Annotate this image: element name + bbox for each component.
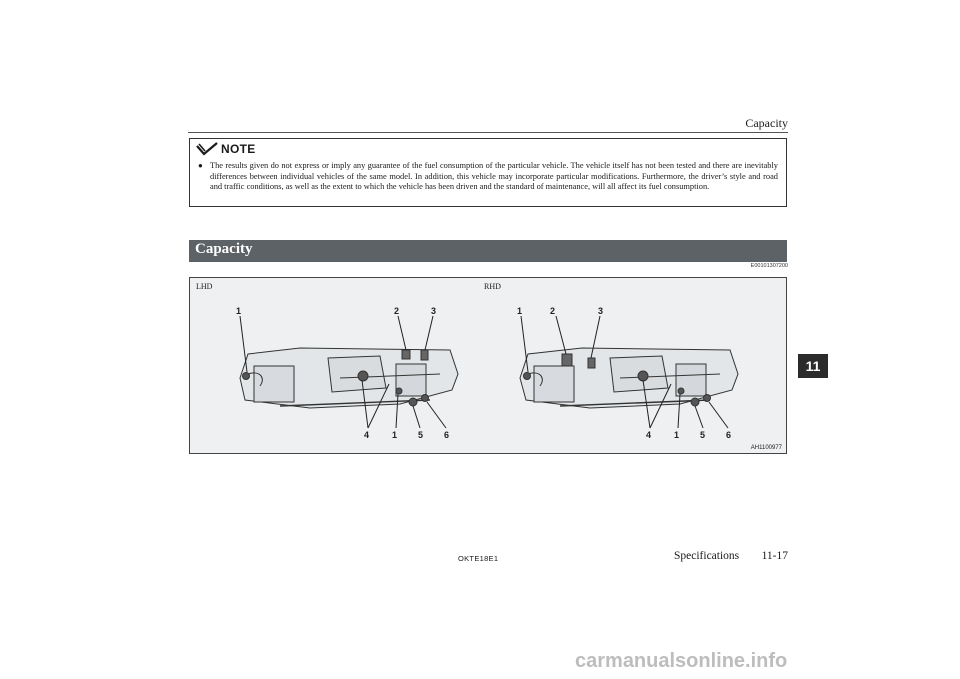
lhd-label: LHD bbox=[196, 282, 213, 291]
rhd-callout-6: 6 bbox=[726, 430, 732, 440]
lhd-callout-1-top: 1 bbox=[236, 306, 242, 316]
engine-compartment-figure bbox=[189, 277, 787, 454]
lhd-callout-3: 3 bbox=[431, 306, 437, 316]
page-number: 11-17 bbox=[761, 550, 788, 562]
watermark: carmanualsonline.info bbox=[575, 650, 788, 672]
rhd-callout-5: 5 bbox=[700, 430, 706, 440]
figure-code: AH1100977 bbox=[750, 445, 782, 451]
rhd-callout-1-top: 1 bbox=[517, 306, 523, 316]
note-body bbox=[198, 161, 778, 193]
note-icon bbox=[196, 142, 218, 156]
rhd-callout-1-bottom: 1 bbox=[674, 430, 680, 440]
lhd-callout-6: 6 bbox=[444, 430, 450, 440]
section-header-bar bbox=[189, 240, 787, 262]
note-heading bbox=[196, 142, 256, 156]
lhd-callout-1-bottom: 1 bbox=[392, 430, 398, 440]
chapter-tab: 11 bbox=[798, 354, 828, 378]
rhd-callout-4: 4 bbox=[646, 430, 652, 440]
lhd-callout-5: 5 bbox=[418, 430, 424, 440]
note-box bbox=[189, 138, 787, 207]
footer-code: OKTE18E1 bbox=[458, 554, 499, 563]
lhd-engine-bay-drawing bbox=[240, 316, 458, 428]
section-title: Capacity bbox=[195, 241, 253, 257]
header-title: Capacity bbox=[745, 116, 788, 130]
lhd-callout-4: 4 bbox=[364, 430, 370, 440]
rhd-label: RHD bbox=[484, 282, 501, 291]
rhd-callout-3: 3 bbox=[598, 306, 604, 316]
note-label: NOTE bbox=[221, 142, 256, 156]
section-code: E00101307200 bbox=[750, 263, 788, 269]
note-text: The results given do not express or imply any guarantee of the fuel consumption of the particular vehicle. The vehicle itself has not been tested and there are inevitably differences between individual vehicles of the same model. In addition, this vehicle may incorporate particular modifications. Furthermore, the driver’s style and road and traffic conditions, as well as the extent to which the vehicle has been driven and the standard of maintenance, will all affect its fuel consumption. bbox=[210, 161, 778, 192]
bullet-icon: ● bbox=[198, 161, 203, 170]
footer-section-name: Specifications bbox=[674, 550, 740, 562]
rhd-engine-bay-drawing bbox=[520, 316, 738, 428]
engine-diagrams bbox=[190, 278, 786, 453]
lhd-callout-2: 2 bbox=[394, 306, 400, 316]
header-rule bbox=[188, 132, 788, 133]
rhd-callout-2: 2 bbox=[550, 306, 556, 316]
